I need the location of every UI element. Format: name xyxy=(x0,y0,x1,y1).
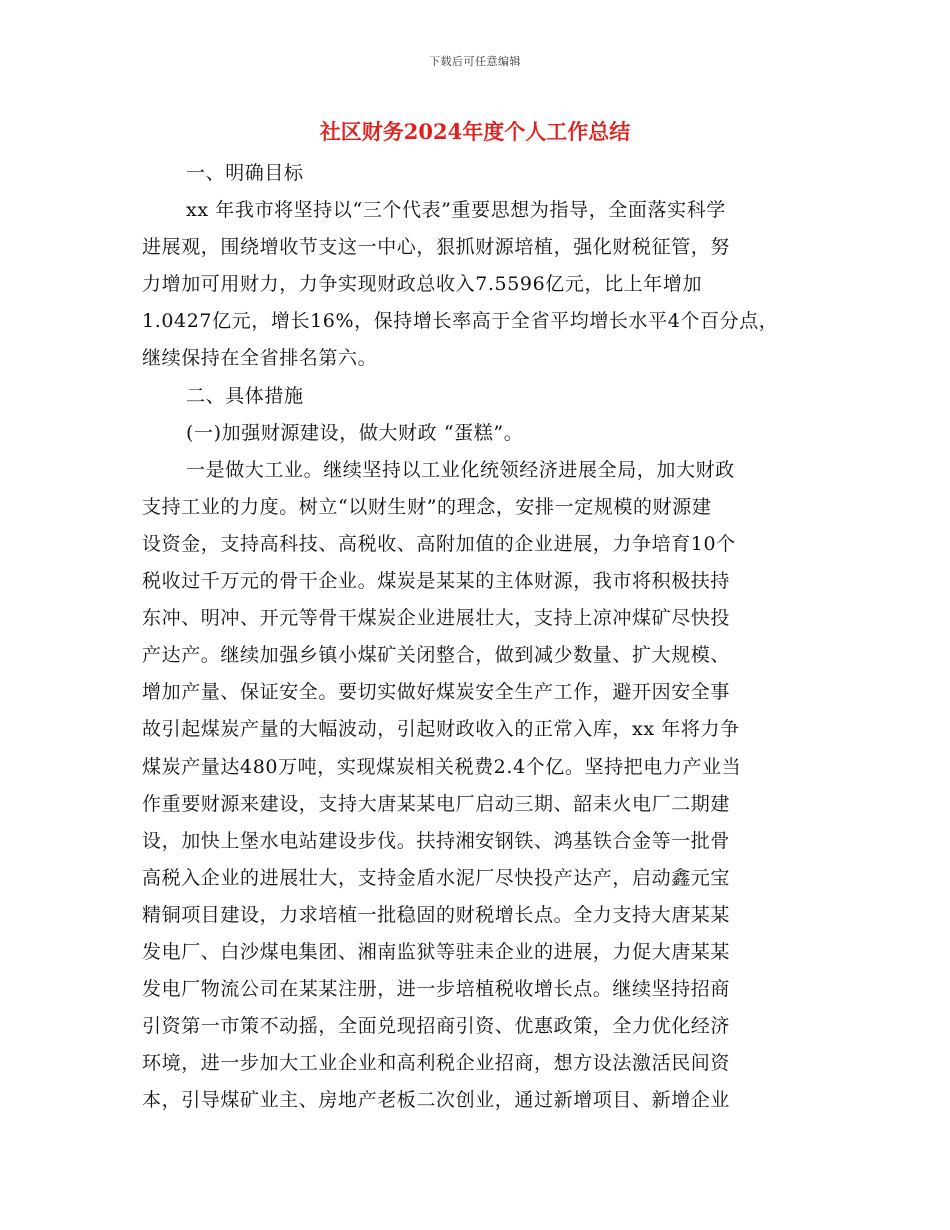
paragraph-line: 发电厂物流公司在某某注册，进一步培植税收增长点。继续坚持招商 xyxy=(142,978,731,1001)
paragraph-line: 进展观，围绕增收节支这一中心，狠抓财源培植，强化财税征管，努 xyxy=(142,236,731,259)
paragraph-line: 引资第一市策不动摇，全面兑现招商引资、优惠政策，全力优化经济 xyxy=(142,1015,731,1038)
paragraph-line: 继续保持在全省排名第六。 xyxy=(142,347,378,370)
paragraph-line: 高税入企业的进展壮大，支持金盾水泥厂尽快投产达产，启动鑫元宝 xyxy=(142,866,731,889)
subsection-heading: (一)加强财源建设，做大财政 “蛋糕”。 xyxy=(186,421,524,444)
paragraph-line: 产达产。继续加强乡镇小煤矿关闭整合，做到减少数量、扩大规模、 xyxy=(142,644,731,667)
paragraph-line: 1.0427亿元，增长16%，保持增长率高于全省平均增长水平4个百分点， xyxy=(142,310,779,333)
paragraph-line: 设资金，支持高科技、高税收、高附加值的企业进展，力争培育10个 xyxy=(142,532,736,555)
document-body xyxy=(142,155,808,1119)
paragraph-line: 故引起煤炭产量的大幅波动，引起财政收入的正常入库，xx 年将力争 xyxy=(142,718,740,741)
paragraph-line: 环境，进一步加大工业企业和高利税企业招商，想方设法激活民间资 xyxy=(142,1052,731,1075)
paragraph-line: 煤炭产量达480万吨，实现煤炭相关税费2.4个亿。坚持把电力产业当 xyxy=(142,755,742,778)
section-heading: 一、明确目标 xyxy=(186,162,304,184)
header-note: 下载后可任意编辑 xyxy=(429,55,521,68)
section-heading: 二、具体措施 xyxy=(186,384,304,407)
paragraph-line: 力增加可用财力，力争实现财政总收入7.5596亿元，比上年增加 xyxy=(142,273,703,296)
paragraph-line: xx 年我市将坚持以“三个代表”重要思想为指导，全面落实科学 xyxy=(186,199,726,222)
paragraph-line: 发电厂、白沙煤电集团、湘南监狱等驻耒企业的进展，力促大唐某某 xyxy=(142,940,731,963)
paragraph-line: 作重要财源来建设，支持大唐某某电厂启动三期、韶耒火电厂二期建 xyxy=(142,792,731,815)
paragraph-line: 税收过千万元的骨干企业。煤炭是某某的主体财源，我市将积极扶持 xyxy=(142,570,731,593)
paragraph-line: 东冲、明冲、开元等骨干煤炭企业进展壮大，支持上凉冲煤矿尽快投 xyxy=(142,607,731,630)
paragraph-line: 本，引导煤矿业主、房地产老板二次创业，通过新增项目、新增企业 xyxy=(142,1089,731,1112)
paragraph-line: 设，加快上堡水电站建设步伐。扶持湘安钢铁、鸿基铁合金等一批骨 xyxy=(142,829,731,852)
paragraph-line: 精铜项目建设，力求培植一批稳固的财税增长点。全力支持大唐某某 xyxy=(142,903,731,926)
paragraph-line: 增加产量、保证安全。要切实做好煤炭安全生产工作，避开因安全事 xyxy=(142,681,731,704)
paragraph-line: 支持工业的力度。树立“以财生财”的理念，安排一定规模的财源建 xyxy=(142,495,712,518)
document-title: 社区财务2024年度个人工作总结 xyxy=(319,119,631,144)
paragraph-line: 一是做大工业。继续坚持以工业化统领经济进展全局，加大财政 xyxy=(186,458,735,481)
